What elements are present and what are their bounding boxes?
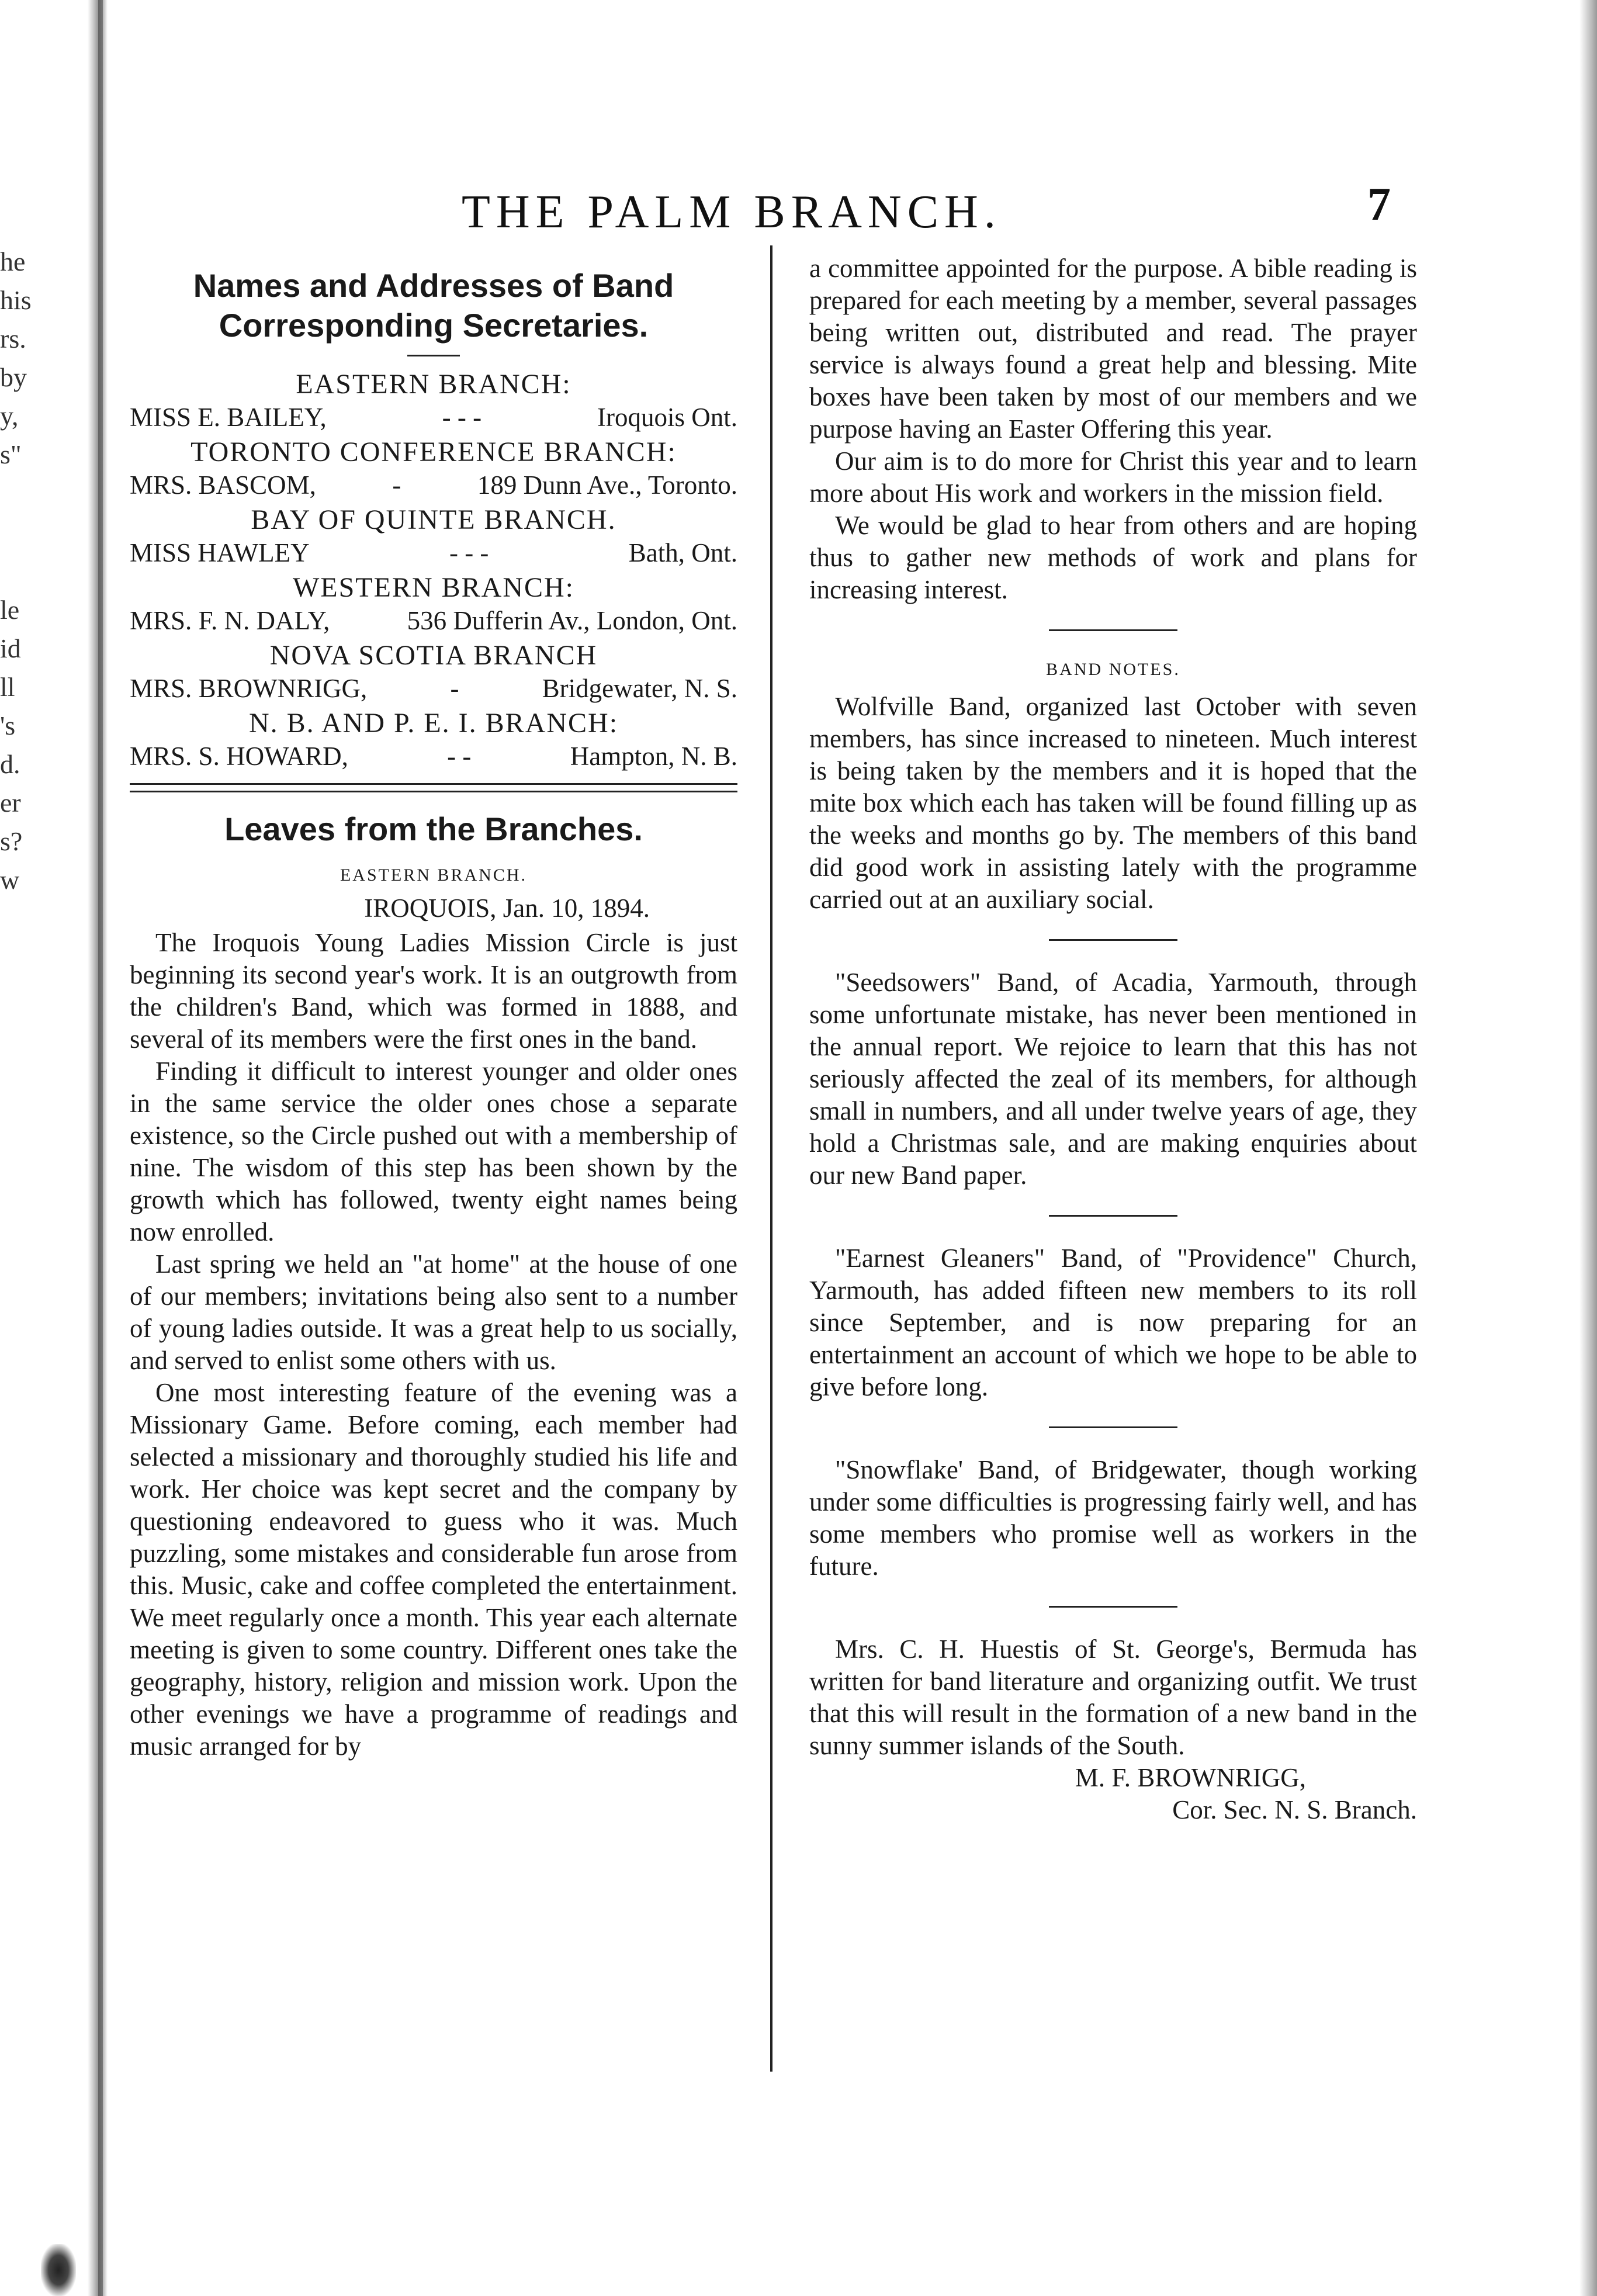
fragment-text: d. [0,749,20,779]
fragment-text: id [0,633,21,663]
branch-name: TORONTO CONFERENCE BRANCH: [190,437,677,467]
band-note: Wolfville Band, organized last October with seven members, has since increased to nineteen. Much interest is being taken by the members and it is hoped that the mite box which each has taken will be found filling up as the weeks and months go by. The members of this band did good work in assisting lately with the programme carried out at an auxiliary social. [809,692,1417,914]
fragment-text: s" [0,439,22,469]
branch-entry [130,368,737,434]
fragment-text: by [0,362,27,392]
column-divider [770,245,772,2072]
fragment-text: w [0,865,20,895]
fragment-text: 's [0,711,16,740]
separator: - [450,674,459,703]
eastern-branch-subheading: EASTERN BRANCH. [340,865,528,885]
secretary-name: MRS. BASCOM, [130,470,316,500]
band-note: "Seedsowers" Band, of Acadia, Yarmouth, through some unfortunate mistake, has never been mentioned in the annual report. We rejoice to learn that this has not seriously affected the zeal of its members, for although small in numbers, and all under twelve years of age, they hold a Christmas sale, and are making enquiries about our new Band paper. [809,968,1417,1190]
fragment-text: le [0,595,20,625]
secretary-place: 189 Dunn Ave., Toronto. [477,470,737,500]
band-note: Mrs. C. H. Huestis of St. George's, Bermuda has written for band literature and organizing outfit. We trust that this will result in the formation of a new band in the sunny summer islands of the South. [809,1634,1417,1760]
separator: - - - [442,403,482,432]
section-rule [1049,1606,1177,1608]
article-continuation: a committee appointed for the purpose. A bible reading is prepared for each meeting by a member, several passages being written out, distributed and read. The prayer service is always found a great help and blessing. Mite boxes have been taken by most of our members and we purpose having an Easter Offering this year. [809,254,1417,444]
fragment-text: ll [0,672,15,702]
running-title: THE PALM BRANCH. [462,186,1002,238]
fragment-text: he [0,247,26,276]
branch-name: BAY OF QUINTE BRANCH. [251,504,616,535]
fragment-text: his [0,285,32,315]
address-row [130,536,737,569]
leaves-heading: Leaves from the Branches. [224,811,643,847]
right-column [809,252,1417,1826]
fragment-text: s? [0,826,23,856]
branch-entry [130,504,737,569]
signature-name: M. F. BROWNRIGG, [1075,1763,1306,1792]
branch-name: NOVA SCOTIA BRANCH [269,640,598,671]
double-rule [130,783,737,792]
secretary-name: MRS. F. N. DALY, [130,606,330,635]
right-page-edge [1579,0,1597,2296]
section-rule [1049,629,1177,631]
separator: - - - [449,538,489,567]
branch-entry [130,572,737,637]
page-number: 7 [1367,179,1391,230]
fragment-text: y, [0,401,19,431]
article-paragraph: The Iroquois Young Ladies Mission Circle is just beginning its second year's work. It is an outgrowth from the children's Band, which was formed in 1888, and several of its members were the first ones in the band. [130,928,737,1054]
article-paragraph: Finding it difficult to interest younger and older ones in the same service the older ones chose a separate existence, so the Circle pushed out with a membership of nine. The wisdom of this step has been shown by the growth which has followed, twenty eight names being now enrolled. [130,1057,737,1246]
address-row [130,469,737,501]
address-row [130,740,737,773]
branch-entry [130,707,737,773]
signature-title: Cor. Sec. N. S. Branch. [1172,1795,1417,1824]
ink-blot [41,2244,76,2296]
secretary-place: Bridgewater, N. S. [542,674,737,703]
fragment-text: er [0,788,21,818]
article-paragraph: One most interesting feature of the evening was a Missionary Game. Before coming, each member had selected a missionary and thoroughly studied his life and work. Her choice was kept secret and the company by questioning endeavored to guess who it was. Much puzzling, some mistakes and considerable fun arose from this. Music, cake and coffee completed the entertainment. We meet regularly once a month. This year each alternate meeting is given to some country. Different ones take the geography, history, religion and mission work. Upon the other evenings we have a programme of readings and music arranged for by [130,1378,737,1761]
band-note: "Snowflake' Band, of Bridgewater, though working under some difficulties is progressing fairly well, and has some members who promise well as workers in the future. [809,1455,1417,1581]
secretary-name: MISS E. BAILEY, [130,403,327,432]
band-note: "Earnest Gleaners" Band, of "Providence" Church, Yarmouth, has added fifteen new members to its roll since September, and is now preparing for an entertainment an account of which we hope to be able to give before long. [809,1244,1417,1401]
branch-entry [130,436,737,501]
address-row [130,401,737,434]
article-paragraph: We would be glad to hear from others and are hoping thus to gather new methods of work and plans for increasing interest. [809,511,1417,604]
address-row [130,604,737,637]
separator: - - [447,742,472,771]
secretary-name: MRS. S. HOWARD, [130,742,348,771]
secretary-place: Bath, Ont. [628,538,737,567]
secretary-name: MISS HAWLEY [130,538,310,567]
secretary-place: Iroquois Ont. [597,403,737,432]
binding-shadow [88,0,108,2296]
secretary-name: MRS. BROWNRIGG, [130,674,368,703]
previous-page-fragments [0,243,35,899]
section-rule [1049,1426,1177,1428]
left-column [130,266,737,1762]
dateline: IROQUOIS, Jan. 10, 1894. [364,894,650,923]
fragment-text: rs. [0,324,26,354]
separator: - [392,470,401,500]
branch-entry [130,639,737,705]
branch-name: EASTERN BRANCH: [296,369,571,400]
branch-name: WESTERN BRANCH: [292,572,574,603]
secretary-place: 536 Dufferin Av., London, Ont. [407,606,737,635]
section-rule [1049,939,1177,941]
article-paragraph: Our aim is to do more for Christ this year and to learn more about His work and workers in the mission field. [809,446,1417,508]
short-rule [407,355,460,356]
article-paragraph: Last spring we held an "at home" at the house of one of our members; invitations being also sent to a number of young ladies outside. It was a great help to us socially, and served to enlist some others with us. [130,1249,737,1375]
binding-edge-line [98,0,103,2296]
secretary-place: Hampton, N. B. [570,742,737,771]
band-notes-heading: BAND NOTES. [1046,660,1180,679]
secretaries-heading: Names and Addresses of Band Corresponding Secretaries. [193,267,674,344]
address-row [130,672,737,705]
branch-name: N. B. AND P. E. I. BRANCH: [248,708,619,739]
section-rule [1049,1215,1177,1217]
